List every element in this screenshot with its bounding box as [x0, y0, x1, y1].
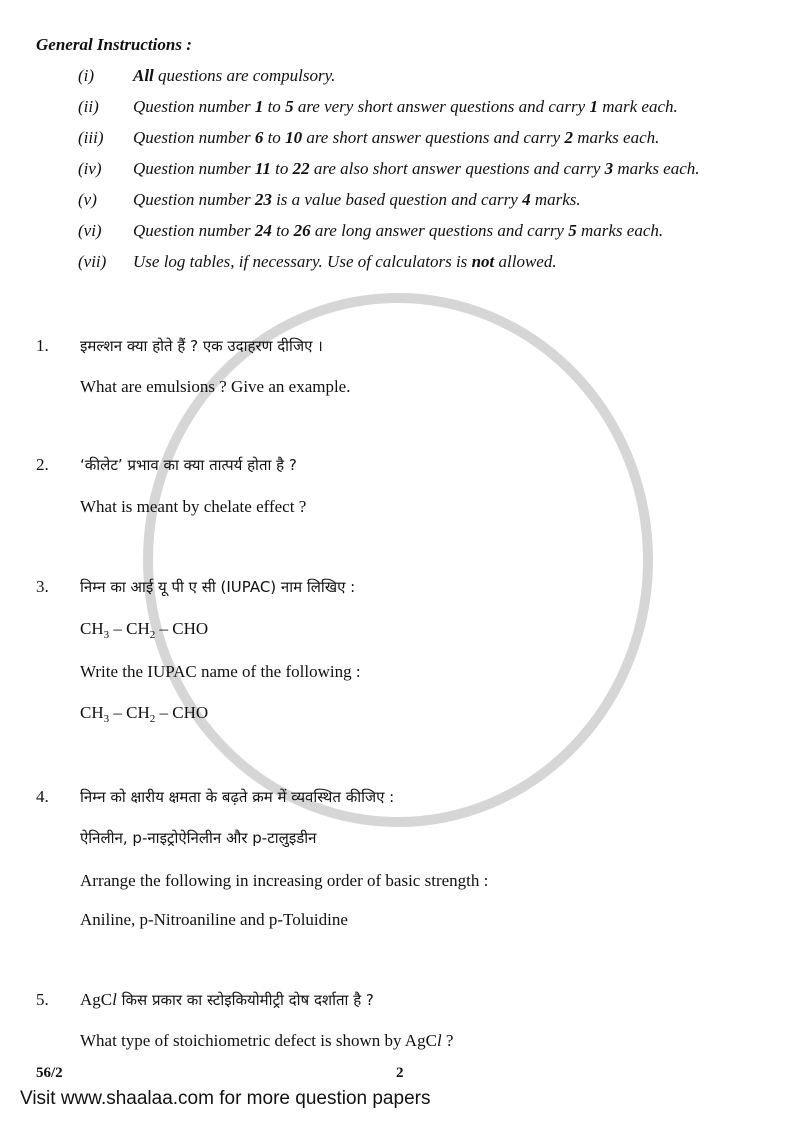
question-hindi	[80, 990, 374, 1010]
formula-subscript: 2	[149, 713, 156, 725]
instruction-label: (vi)	[78, 221, 102, 240]
instruction-label: (i)	[78, 66, 95, 85]
question-hindi: इमल्शन क्या होते हैं ? एक उदाहरण दीजिए ।	[80, 337, 323, 355]
instruction-segment: Question number	[133, 159, 255, 178]
instruction-segment: are short answer questions and carry	[302, 128, 565, 147]
instruction-segment: Question number	[133, 221, 255, 240]
question-english: What are emulsions ? Give an example.	[80, 377, 351, 396]
chemical-formula	[80, 703, 208, 723]
formula-subscript: 3	[103, 713, 110, 725]
instruction-segment: marks each.	[572, 128, 660, 147]
instruction-label: (iii)	[78, 128, 104, 147]
question-english: Write the IUPAC name of the following :	[80, 662, 361, 681]
instruction-segment: questions are compulsory.	[153, 66, 336, 85]
question-number: 5.	[36, 990, 49, 1009]
instruction-segment: are very short answer questions and carry	[293, 97, 590, 116]
instruction-segment: marks.	[530, 190, 581, 209]
question-hindi: ‘कीलेट’ प्रभाव का क्या तात्पर्य होता है ?	[80, 456, 297, 474]
formula-part: – CH	[109, 619, 150, 638]
instruction-emphasis: 1	[589, 97, 598, 116]
instruction-label: (vii)	[78, 252, 107, 271]
question-number: 3.	[36, 577, 49, 596]
instruction-emphasis: 1	[254, 97, 264, 116]
english-text: ?	[441, 1031, 454, 1050]
instruction-segment: Question number	[133, 97, 255, 116]
instruction-segment: mark each.	[597, 97, 678, 116]
instruction-label: (iv)	[78, 159, 102, 178]
instruction-segment: to	[270, 159, 293, 178]
instruction-label: (ii)	[78, 97, 99, 116]
question-number: 2.	[36, 455, 49, 474]
instruction-segment: to	[263, 97, 286, 116]
instruction-emphasis: 24	[254, 221, 272, 240]
shaalaa-link[interactable]: Visit www.shaalaa.com for more question papers	[20, 1088, 431, 1109]
formula-part: – CH	[109, 703, 150, 722]
page-number: 2	[396, 1065, 404, 1081]
instruction-label: (v)	[78, 190, 97, 209]
formula-subscript: 2	[149, 629, 156, 641]
formula-part: CH	[80, 703, 104, 722]
chemical-formula	[80, 619, 208, 639]
formula-part: – CHO	[155, 703, 209, 722]
instruction-text	[133, 221, 663, 241]
instruction-segment: Use log tables, if necessary. Use of calculators is	[133, 252, 472, 271]
instruction-segment: to	[263, 128, 286, 147]
instruction-segment: Question number	[133, 190, 255, 209]
instruction-segment: allowed.	[494, 252, 557, 271]
question-number: 4.	[36, 787, 49, 806]
question-english-options: Aniline, p-Nitroaniline and p-Toluidine	[80, 910, 348, 929]
instruction-emphasis: 5	[285, 97, 294, 116]
instruction-text	[133, 190, 581, 210]
question-english: What is meant by chelate effect ?	[80, 497, 307, 516]
instruction-text	[133, 66, 335, 86]
instruction-segment: marks each.	[613, 159, 700, 178]
formula-part: CH	[80, 619, 104, 638]
instruction-emphasis: 26	[293, 221, 311, 240]
question-number: 1.	[36, 336, 49, 355]
instructions-heading: General Instructions :	[36, 35, 192, 54]
instruction-text	[133, 128, 659, 148]
formula-subscript: 3	[103, 629, 110, 641]
instruction-segment: to	[271, 221, 294, 240]
instruction-emphasis: 11	[254, 159, 271, 178]
question-hindi: निम्न को क्षारीय क्षमता के बढ़ते क्रम में व्यवस्थित कीजिए :	[80, 788, 395, 806]
question-hindi-options: ऐनिलीन, p-नाइट्रोऐनिलीन और p-टालुइडीन	[80, 829, 317, 847]
instruction-text	[133, 252, 557, 272]
instruction-segment: are also short answer questions and carry	[309, 159, 605, 178]
instruction-emphasis: All	[133, 66, 154, 85]
hindi-text: किस प्रकार का स्टोइकियोमीट्री दोष दर्शाता है ?	[116, 991, 374, 1009]
instruction-segment: marks each.	[576, 221, 664, 240]
instruction-segment: are long answer questions and carry	[310, 221, 569, 240]
question-english: Arrange the following in increasing order of basic strength :	[80, 871, 489, 890]
instruction-emphasis: 23	[254, 190, 272, 209]
question-hindi: निम्न का आई यू पी ए सी (IUPAC) नाम लिखिए :	[80, 578, 356, 596]
question-english	[80, 1031, 453, 1051]
formula-part: l	[436, 1031, 442, 1050]
instruction-text	[133, 159, 700, 179]
instruction-text	[133, 97, 678, 117]
paper-code: 56/2	[36, 1065, 63, 1081]
english-text: What type of stoichiometric defect is shown by AgC	[80, 1031, 437, 1050]
instruction-emphasis: not	[471, 252, 495, 271]
instruction-segment: Question number	[133, 128, 255, 147]
instruction-segment: is a value based question and carry	[271, 190, 523, 209]
instruction-emphasis: 4	[522, 190, 531, 209]
instruction-emphasis: 10	[285, 128, 303, 147]
instruction-emphasis: 2	[564, 128, 573, 147]
instruction-emphasis: 6	[254, 128, 264, 147]
formula-part: l	[112, 990, 117, 1009]
instruction-emphasis: 22	[292, 159, 310, 178]
formula-part: AgC	[80, 990, 113, 1009]
formula-part: – CHO	[155, 619, 209, 638]
instruction-emphasis: 5	[568, 221, 577, 240]
instruction-emphasis: 3	[604, 159, 614, 178]
